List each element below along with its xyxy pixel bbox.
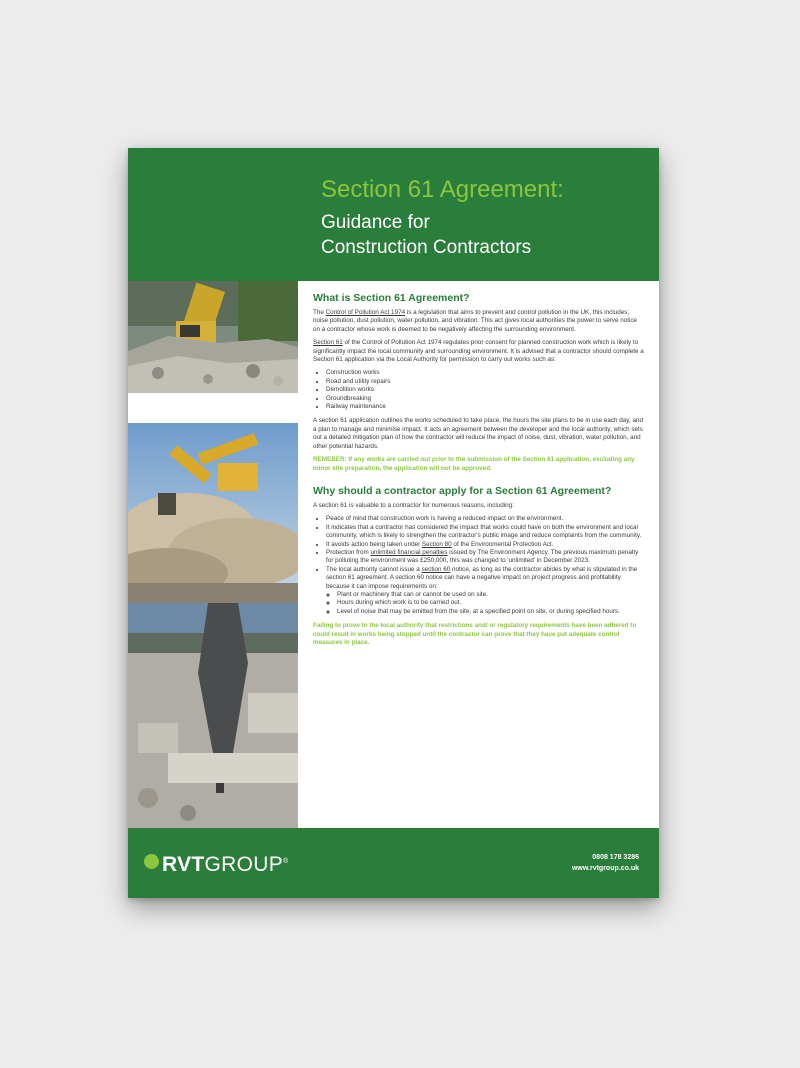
footer-banner <box>128 828 659 898</box>
excavator-rubble-photo <box>128 281 298 393</box>
link-section-60[interactable]: section 60 <box>421 565 451 573</box>
list-item: • Railway maintenance <box>326 403 645 411</box>
paragraph-intro: The Control of Pollution Act 1974 is a legislation that aims to prevent and control pollution in the UK, this includes; noise pollution, dust pollution, water pollution, and vibration. This act gives local authorities the power to serve notice on a contractor whose work is deemed to be negatively affecting the surrounding environment. <box>313 309 638 333</box>
photo-column <box>128 281 298 828</box>
list-item: • Groundbreaking <box>326 395 645 403</box>
list-item: • Road and utility repairs <box>326 378 645 386</box>
paragraph-section-61: Section 61 of the Control of Pollution Act 1974 regulates prior consent for planned construction work which is likely to significantly impact the local community and surrounding environment. It is advised that a contractor should complete a Section 61 application via the Local Authority for permission to carry out works such as: <box>313 339 644 364</box>
logo-wordmark: RVTGROUP® <box>162 853 289 876</box>
website-link[interactable]: www.rvtgroup.co.uk <box>571 865 639 872</box>
subtitle-line-1: Guidance for <box>321 212 430 233</box>
remember-note: REMEBER: If any works are carried out prior to the submission of the Section 61 application, excluding any minor site preparation, the application will not be approved. <box>313 456 635 472</box>
document-title: Section 61 Agreement: <box>321 176 564 203</box>
link-section-80[interactable]: Section 80 <box>421 540 452 548</box>
section-heading-what-is: What is Section 61 Agreement? <box>313 292 470 304</box>
warning-note: Failing to prove to the local authority that restrictions and/ or regulatory requirements have been adhered to could result in works being stopped until the contractor can prove that they have put adequate control measures in place. <box>313 622 637 646</box>
list-item: • Peace of mind that construction work is having a reduced impact on the environment. <box>326 515 645 523</box>
list-item: • Protection from unlimited financial penalties issued by The Environment Agency. The previous maximum penalty for polluting the environment was £250,000, this was changed to 'unlimited' in December 2023. <box>326 549 645 566</box>
list-item: ◦ Hours during which work is to be carried out. <box>337 599 645 607</box>
contact-info <box>572 852 639 874</box>
requirements-sublist <box>326 591 645 616</box>
logo-circle-icon <box>144 854 159 869</box>
hydraulic-breaker-photo <box>128 603 298 828</box>
link-control-of-pollution-act[interactable]: Control of Pollution Act 1974 <box>325 309 406 316</box>
list-item: • Demolition works <box>326 386 645 394</box>
section-heading-why-apply: Why should a contractor apply for a Section 61 Agreement? <box>313 484 612 497</box>
paragraph-reasons-intro: A section 61 is valuable to a contractor for numerous reasons, including: <box>313 501 514 509</box>
list-item: • It avoids action being taken under Section 80 of the Environmental Protection Act. <box>326 541 645 549</box>
main-content <box>313 292 645 659</box>
document-subtitle <box>321 210 641 260</box>
document-page <box>128 148 659 898</box>
list-item: • Construction works <box>326 369 645 377</box>
link-section-61[interactable]: Section 61 <box>313 339 343 347</box>
subtitle-line-2: Construction Contractors <box>321 237 532 258</box>
phone-number[interactable]: 0808 178 3286 <box>592 854 639 861</box>
list-item: • The local authority cannot issue a section 60 notice, as long as the contractor abides by what is stipulated in the section 61 agreement. A section 60 notice can have a negative impact on project progress and profitability because it can impose requirements on: ◦ Plant or machinery that can or cannot be used on site. ◦ Hours during which work is to be carried out. ◦ Level of noise that may be emitted from the site, at a specified point on site, or during specified hours. <box>326 566 645 616</box>
paragraph-application: A section 61 application outlines the works scheduled to take place, the hours the site plans to be in use each day, and a plan to manage and minimise impact. It acts an agreement between the developer and the local authority, which sets out a detailed mitigation plan of how the contractor will reduce the impact of noise, dust, vibration, water pollution, and other potential hazards. <box>313 417 643 450</box>
list-item: ◦ Plant or machinery that can or cannot be used on site. <box>337 591 645 599</box>
header-banner <box>128 148 659 281</box>
reasons-list <box>313 515 645 616</box>
list-item: • It indicates that a contractor has considered the impact that works could have on both the environment and local community, which is likely to strengthen the contractor's public image and reduce complaints from the community. <box>326 524 645 541</box>
works-list <box>313 369 645 411</box>
list-item: ◦ Level of noise that may be emitted from the site, at a specified point on site, or during specified hours. <box>337 608 645 616</box>
link-unlimited-financial-penalties[interactable]: unlimited financial penalties <box>370 548 448 556</box>
excavator-dust-photo <box>128 423 298 603</box>
